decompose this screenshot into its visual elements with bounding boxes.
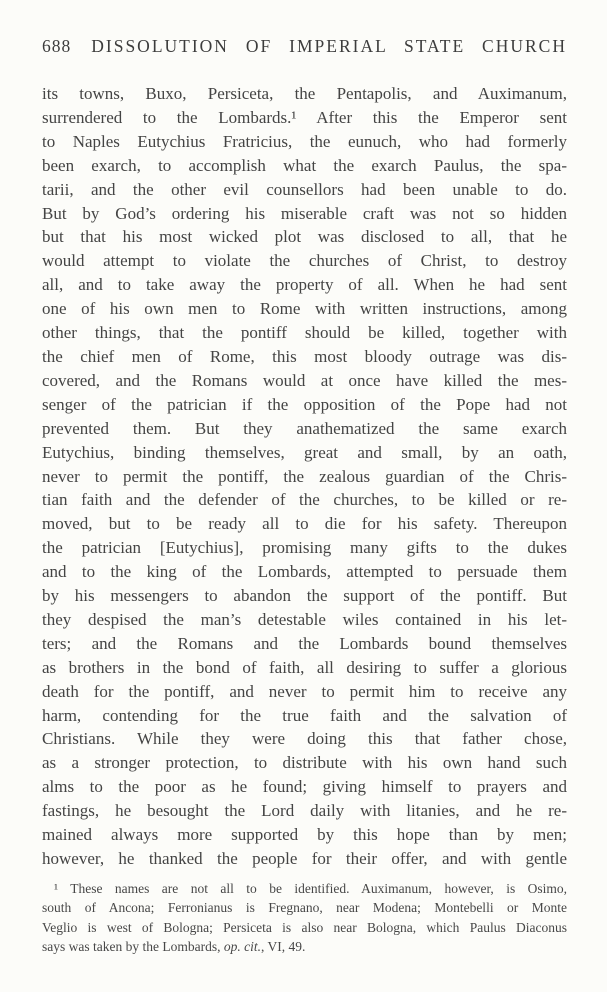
- footnote-line: south of Ancona; Ferronianus is Fregnano, near Modena; Montebelli or Monte: [42, 900, 567, 916]
- body-line: would attempt to violate the churches of Christ, to destroy: [42, 251, 567, 271]
- body-line: however, he thanked the people for their offer, and with gentle: [42, 849, 567, 868]
- body-line: tian faith and the defender of the churches, to be killed or re-: [42, 490, 567, 510]
- body-line: its towns, Buxo, Persiceta, the Pentapolis, and Auximanum,: [42, 84, 567, 103]
- body-line: covered, and the Romans would at once have killed the mes-: [42, 370, 567, 390]
- footnote-line: Veglio is west of Bologna; Persiceta is also near Bologna, which Paulus Diaconus: [42, 919, 567, 935]
- body-line: mained always more supported by this hope than by men;: [42, 825, 567, 845]
- body-line: and to the king of the Lombards, attempted to persuade them: [42, 562, 567, 582]
- body-line: ters; and the Romans and the Lombards bound themselves: [42, 633, 567, 653]
- body-line: alms to the poor as he found; giving himself to prayers and: [42, 777, 567, 797]
- body-line: Eutychius, binding themselves, great and small, by an oath,: [42, 442, 567, 462]
- body-line: prevented them. But they anathematized the same exarch: [42, 418, 567, 438]
- body-line: as a stronger protection, to distribute with his own hand such: [42, 753, 567, 773]
- header-title: DISSOLUTION OF IMPERIAL STATE CHURCH: [91, 36, 567, 56]
- running-header: [42, 36, 567, 57]
- body-line: they despised the man’s detestable wiles contained in his let-: [42, 609, 567, 629]
- body-line: But by God’s ordering his miserable craft was not so hidden: [42, 203, 567, 223]
- page-content: [42, 36, 567, 957]
- body-line: by his messengers to abandon the support of the pontiff. But: [42, 586, 567, 606]
- body-line: death for the pontiff, and never to permit him to receive any: [42, 681, 567, 701]
- body-line: senger of the patrician if the opposition of the Pope had not: [42, 394, 567, 414]
- body-line: to Naples Eutychius Fratricius, the eunuch, who had formerly: [42, 131, 567, 151]
- body-line: fastings, he besought the Lord daily with litanies, and he re-: [42, 801, 567, 821]
- footnote-line: ¹ These names are not all to be identified. Auximanum, however, is Osimo,: [54, 880, 567, 896]
- body-line: tarii, and the other evil counsellors had been unable to do.: [42, 179, 567, 199]
- body-line: Christians. While they were doing this that father chose,: [42, 729, 567, 749]
- body-line: as brothers in the bond of faith, all desiring to suffer a glorious: [42, 657, 567, 677]
- body-line: been exarch, to accomplish what the exarch Paulus, the spa-: [42, 155, 567, 175]
- body-line: harm, contending for the true faith and the salvation of: [42, 705, 567, 725]
- body-line: one of his own men to Rome with written instructions, among: [42, 299, 567, 319]
- body-line: other things, that the pontiff should be killed, together with: [42, 323, 567, 343]
- footnote-text: , VI, 49.: [260, 939, 306, 955]
- body-line: never to permit the pontiff, the zealous guardian of the Chris-: [42, 466, 567, 486]
- footnote-text: says was taken by the Lombards,: [42, 939, 224, 955]
- body-line: the patrician [Eutychius], promising many gifts to the dukes: [42, 538, 567, 558]
- footnote-citation: op. cit.: [223, 939, 261, 955]
- body-line: the chief men of Rome, this most bloody outrage was dis-: [42, 346, 567, 366]
- body-text: [42, 82, 567, 871]
- body-line: all, and to take away the property of all. When he had sent: [42, 275, 567, 295]
- footnote-line: [42, 937, 567, 957]
- body-line: surrendered to the Lombards.¹ After this the Emperor sent: [42, 107, 567, 127]
- footnote: [42, 879, 567, 957]
- body-line: but that his most wicked plot was disclosed to all, that he: [42, 227, 567, 247]
- body-line: moved, but to be ready all to die for his safety. Thereupon: [42, 514, 567, 534]
- page-number: 688: [42, 36, 72, 56]
